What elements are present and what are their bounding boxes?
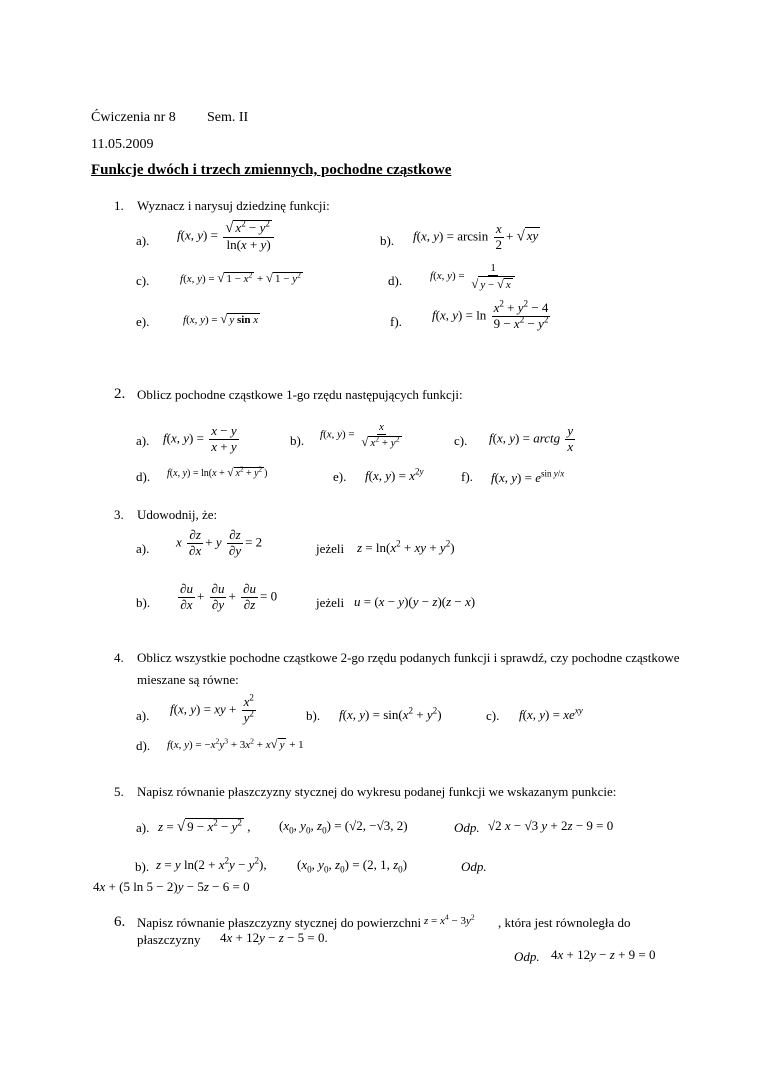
- ex1-label-a: a).: [136, 233, 150, 248]
- ex3-condition-a: jeżeli: [316, 541, 345, 556]
- ex2-number: 2.: [114, 386, 126, 402]
- ex1-label-f: f).: [390, 314, 402, 329]
- ex2-label-d: d).: [136, 469, 151, 484]
- ex2-formula-c: f(x, y) = arctg $\frac{y}{x}$: [489, 423, 574, 454]
- ex4-label-b: b).: [306, 708, 321, 723]
- ex3-formula-a: x $\frac{\partial z}{\partial x}$ + y $\frac{\partial z}{\partial y}$ = 2: [176, 527, 263, 558]
- ex2-label-c: c).: [454, 433, 468, 448]
- ex4-formula-c: f(x, $y) = xe^{xy}$: [519, 705, 583, 722]
- ex5-odp-label-a: Odp.: [454, 820, 480, 835]
- ex6-text-line1: Napisz równanie płaszczyzny stycznej do powierzchni: [137, 915, 422, 930]
- ex2-label-b: b).: [290, 433, 305, 448]
- ex1-formula-e: f(x, y) = √ y sin x: [183, 312, 259, 326]
- ex5-answer-a: √2 x − √3 y + 2z − 9 = 0: [488, 818, 614, 833]
- ex1-formula-d: f(x, y) = $\frac{1}{√ y - √ x}$: [430, 262, 519, 291]
- ex5-formula-a: z = √ $9 - x^2 - y^2$ ,: [158, 817, 251, 835]
- ex1-number: 1.: [114, 198, 124, 213]
- ex5-label-b: b).: [135, 859, 150, 874]
- ex2-label-e: e).: [333, 469, 347, 484]
- ex6-number: 6.: [114, 914, 126, 930]
- ex2-formula-f: f(x, $y) = e^{sin y/x}$: [491, 468, 565, 485]
- ex2-formula-d: f(x, y) = ln(x + √ $x^2 + y^2$ ): [167, 465, 268, 479]
- ex5-text: Napisz równanie płaszczyzny stycznej do wykresu podanej funkcji we wskazanym punkcie:: [137, 784, 617, 799]
- ex2-formula-e: f(x, $y) = x^{2y}$: [365, 466, 424, 483]
- ex5-point-b: ($x_0$, $y_0$, $z_0) = (2$, 1, $z_0$): [297, 857, 408, 875]
- ex6-answer: 4x + 12y − z + 9 = 0: [551, 947, 656, 962]
- ex2-label-f: f).: [461, 469, 473, 484]
- ex4-label-c: c).: [486, 708, 500, 723]
- ex5-odp-label-b: Odp.: [461, 859, 487, 874]
- ex6-text-line2: płaszczyzny: [137, 932, 201, 947]
- ex1-text: Wyznacz i narysuj dziedzinę funkcji:: [137, 198, 330, 213]
- ex6-surface: $z = x^4 - 3y^2$: [424, 912, 475, 927]
- ex5-label-a: a).: [136, 820, 150, 835]
- ex5-answer-b: 4x + (5 ln 5 − 2)y − 5z − 6 = 0: [93, 879, 250, 894]
- semester-label: Sem. II: [207, 110, 249, 125]
- ex3-number: 3.: [114, 507, 124, 522]
- ex2-text: Oblicz pochodne cząstkowe 1-go rzędu następujących funkcji:: [137, 387, 463, 402]
- date-label: 11.05.2009: [91, 137, 154, 152]
- ex4-label-d: d).: [136, 738, 151, 753]
- ex3-formula-b: $\frac{\partial u}{\partial x}$ + $\frac{\partial u}{\partial y}$ + $\frac{\partial u}{\partial z}$ = 0: [180, 581, 278, 612]
- ex5-formula-b: z = y $\ln(2 + x^2y - y^2)$,: [156, 855, 267, 872]
- ex1-formula-c: f(x, y) = √ $1 - x^2$ + √ $1 - y^2$: [180, 270, 301, 285]
- ex3-condition-b: jeżeli: [316, 595, 345, 610]
- ex4-text-line2: mieszane są równe:: [137, 672, 239, 687]
- ex1-label-b: b).: [380, 233, 395, 248]
- ex1-label-d: d).: [388, 273, 403, 288]
- ex5-number: 5.: [114, 784, 124, 799]
- ex1-formula-a: f(x, y) = $\frac{√ x^2 - y^2}{\ln(x + y)}$: [177, 220, 276, 253]
- ex2-label-a: a).: [136, 433, 150, 448]
- ex4-formula-a: f(x, y) = xy + $\frac{x^2}{y^2}$: [170, 692, 254, 725]
- ex2-formula-b: f(x, y) = $\frac{x}{√ x^2 + y^2}$: [320, 421, 400, 449]
- ex1-formula-b: f(x, y) = arcsin $\frac{x}{2}$ + √ xy: [413, 221, 539, 252]
- ex2-formula-a: f(x, y) = $\frac{x - y}{x + y}$: [163, 423, 237, 454]
- ex4-number: 4.: [114, 650, 124, 665]
- ex1-formula-f: f(x, y) = ln $\frac{x^2 + y^2 - 4}{9 - x^2 - y^2}$: [432, 298, 549, 331]
- ex5-point-a: ($x_0$, $y_0$, $z_0) = (√2$, −√3, 2): [279, 818, 408, 836]
- ex3-formula-a-cond: $z = \ln(x^2$ + xy + $y^2$): [357, 538, 455, 555]
- ex4-label-a: a).: [136, 708, 150, 723]
- ex4-formula-b: f(x, $y) = \sin(x^2 + y^2)$: [339, 705, 442, 722]
- ex6-odp-label: Odp.: [514, 949, 540, 964]
- subject-heading: Funkcje dwóch i trzech zmiennych, pochodne cząstkowe: [91, 162, 452, 178]
- ex3-label-b: b).: [136, 595, 151, 610]
- ex3-formula-b-cond: u = (x − y)(y − z)(z − x): [354, 594, 476, 609]
- ex1-label-c: c).: [136, 273, 150, 288]
- sheet-title: Ćwiczenia nr 8: [91, 110, 176, 125]
- ex6-plane: 4x + 12y − z − 5 = 0.: [220, 930, 328, 945]
- ex6-text-line1b: , która jest równoległa do: [498, 915, 631, 930]
- ex4-text-line1: Oblicz wszystkie pochodne cząstkowe 2-go rzędu podanych funkcji i sprawdź, czy pochodne cząstkowe: [137, 650, 680, 665]
- ex3-label-a: a).: [136, 541, 150, 556]
- ex3-text: Udowodnij, że:: [137, 507, 218, 522]
- ex4-formula-d: f(x, $y) = -x^2y^3 + 3x^2 + x√$ y + 1: [167, 736, 304, 751]
- ex1-label-e: e).: [136, 314, 150, 329]
